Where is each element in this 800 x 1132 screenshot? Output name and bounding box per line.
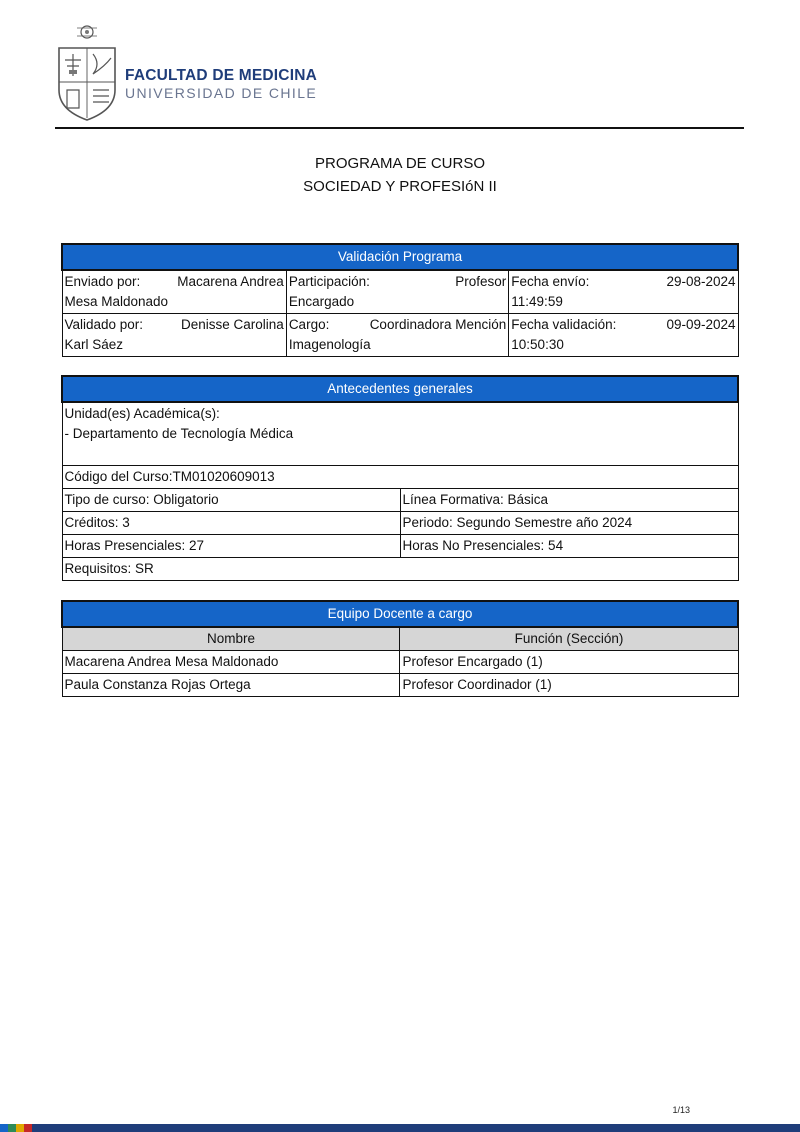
program-title: PROGRAMA DE CURSO <box>314 155 486 172</box>
formative-line-cell: Línea Formativa: Básica <box>400 488 738 511</box>
table-row <box>62 488 738 511</box>
teaching-team-table <box>61 600 739 697</box>
document-title <box>0 152 800 198</box>
validated-by-cell: Validado por: Denisse Carolina Karl Sáez <box>62 314 286 357</box>
logo-text <box>125 67 317 102</box>
teacher-role: Profesor Coordinador (1) <box>400 674 738 697</box>
validation-heading: Validación Programa <box>62 244 738 270</box>
course-code-cell: Código del Curso:TM01020609013 <box>62 465 738 488</box>
table-row <box>62 314 738 357</box>
table-row <box>62 534 738 557</box>
table-row <box>62 651 738 674</box>
non-contact-hours-cell: Horas No Presenciales: 54 <box>400 534 738 557</box>
teacher-name: Macarena Andrea Mesa Maldonado <box>62 651 400 674</box>
page-number: 1/13 <box>672 1105 690 1115</box>
table-row <box>62 270 738 314</box>
sent-by-cell: Enviado por: Macarena Andrea Mesa Maldonado <box>62 270 286 314</box>
university-name: UNIVERSIDAD DE CHILE <box>125 85 318 101</box>
footer-stripe <box>0 1124 8 1132</box>
period-cell: Periodo: Segundo Semestre año 2024 <box>400 511 738 534</box>
header-divider <box>55 127 744 129</box>
faculty-logo <box>55 18 317 124</box>
role-cell: Cargo: Coordinadora Mención Imagenología <box>286 314 508 357</box>
table-row <box>62 511 738 534</box>
validation-date-cell: Fecha validación: 09-09-2024 10:50:30 <box>509 314 738 357</box>
table-row <box>62 674 738 697</box>
teacher-role: Profesor Encargado (1) <box>400 651 738 674</box>
course-name: SOCIEDAD Y PROFESIóN II <box>303 178 497 195</box>
footer-stripe <box>16 1124 24 1132</box>
table-row <box>62 402 738 465</box>
footer-color-bar <box>0 1124 800 1132</box>
footer-stripe <box>8 1124 16 1132</box>
table-header-row <box>62 627 738 651</box>
teacher-name: Paula Constanza Rojas Ortega <box>62 674 400 697</box>
academic-unit-cell: Unidad(es) Académica(s): - Departamento de Tecnología Médica <box>62 402 738 465</box>
requirements-cell: Requisitos: SR <box>62 557 738 580</box>
role-column-header: Función (Sección) <box>400 627 738 651</box>
participation-cell: Participación: Profesor Encargado <box>286 270 508 314</box>
credits-cell: Créditos: 3 <box>62 511 400 534</box>
course-type-cell: Tipo de curso: Obligatorio <box>62 488 400 511</box>
contact-hours-cell: Horas Presenciales: 27 <box>62 534 400 557</box>
validation-table <box>61 243 739 357</box>
sent-date-cell: Fecha envío: 29-08-2024 11:49:59 <box>509 270 738 314</box>
table-row <box>62 465 738 488</box>
faculty-name: FACULTAD DE MEDICINA <box>125 67 317 84</box>
footer-stripe <box>24 1124 32 1132</box>
teaching-team-heading: Equipo Docente a cargo <box>62 601 738 627</box>
university-crest-icon <box>55 18 119 124</box>
general-info-table <box>61 375 739 581</box>
general-info-heading: Antecedentes generales <box>62 376 738 402</box>
footer-stripe <box>32 1124 800 1132</box>
name-column-header: Nombre <box>62 627 400 651</box>
table-row <box>62 557 738 580</box>
